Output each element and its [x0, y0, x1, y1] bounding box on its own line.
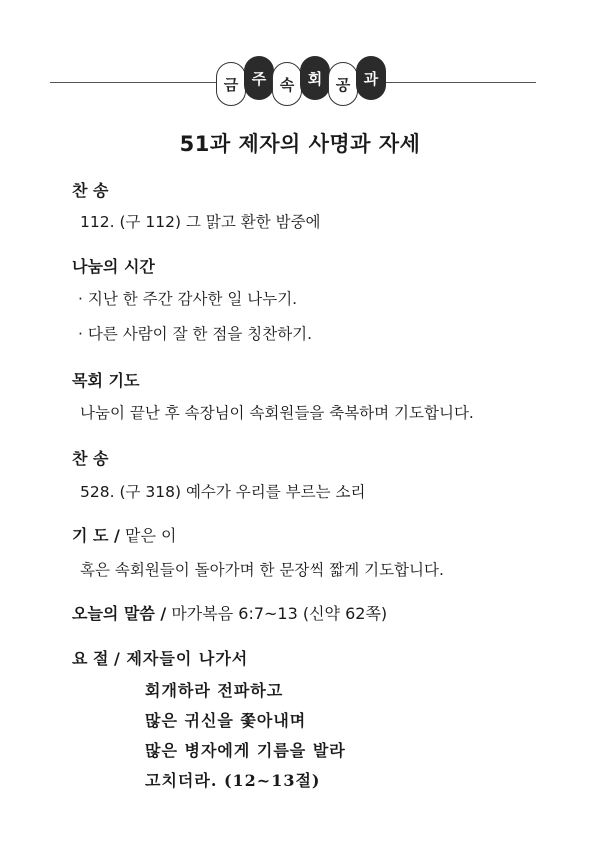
banner-pills	[212, 56, 388, 108]
hymn-line-2: 528. (구 318) 예수가 우리를 부르는 소리	[80, 483, 366, 501]
prayer-heading-label: 기 도 /	[72, 526, 120, 545]
banner-rule-left	[50, 82, 220, 83]
lesson-title: 51과 제자의 사명과 자세	[179, 132, 421, 156]
sharing-line-2: · 다른 사람이 잘 한 점을 칭찬하기.	[78, 325, 313, 343]
hymn-heading-2: 찬 송	[72, 449, 109, 468]
banner-pill: 공	[328, 62, 358, 106]
pastoral-prayer-heading: 목회 기도	[72, 371, 140, 390]
key-verse-line-1: 제자들이 나가서	[119, 649, 249, 668]
hymn-heading: 찬 송	[72, 181, 109, 200]
key-verse-heading-label: 요 절 /	[72, 649, 120, 668]
banner-rule-right	[380, 82, 536, 83]
hymn-line: 112. (구 112) 그 맑고 환한 밤중에	[80, 213, 321, 231]
sharing-line-1: · 지난 한 주간 감사한 일 나누기.	[78, 290, 298, 308]
scripture-heading	[72, 601, 387, 624]
key-verse-line-5: 고치더라. (12~13절)	[145, 771, 321, 790]
prayer-heading	[72, 523, 176, 546]
sharing-heading: 나눔의 시간	[72, 257, 155, 276]
banner-pill: 주	[244, 56, 274, 100]
key-verse-line-3: 많은 귀신을 쫓아내며	[145, 711, 307, 730]
key-verse-heading	[72, 646, 248, 669]
pastoral-prayer-line: 나눔이 끝난 후 속장님이 속회원들을 축복하며 기도합니다.	[80, 404, 474, 422]
banner-pill: 과	[356, 56, 386, 100]
prayer-heading-sub: 맡은 이	[119, 526, 177, 545]
key-verse-line-2: 회개하라 전파하고	[145, 681, 284, 700]
key-verse-line-4: 많은 병자에게 기름을 발라	[145, 741, 346, 760]
scripture-heading-label: 오늘의 말씀 /	[72, 604, 167, 623]
scripture-reference: 마가복음 6:7~13 (신약 62쪽)	[166, 604, 388, 623]
prayer-line: 혹은 속회원들이 돌아가며 한 문장씩 짧게 기도합니다.	[80, 561, 444, 579]
header-banner	[0, 56, 600, 108]
banner-pill: 금	[216, 62, 246, 106]
banner-pill: 속	[272, 62, 302, 106]
banner-pill: 회	[300, 56, 330, 100]
